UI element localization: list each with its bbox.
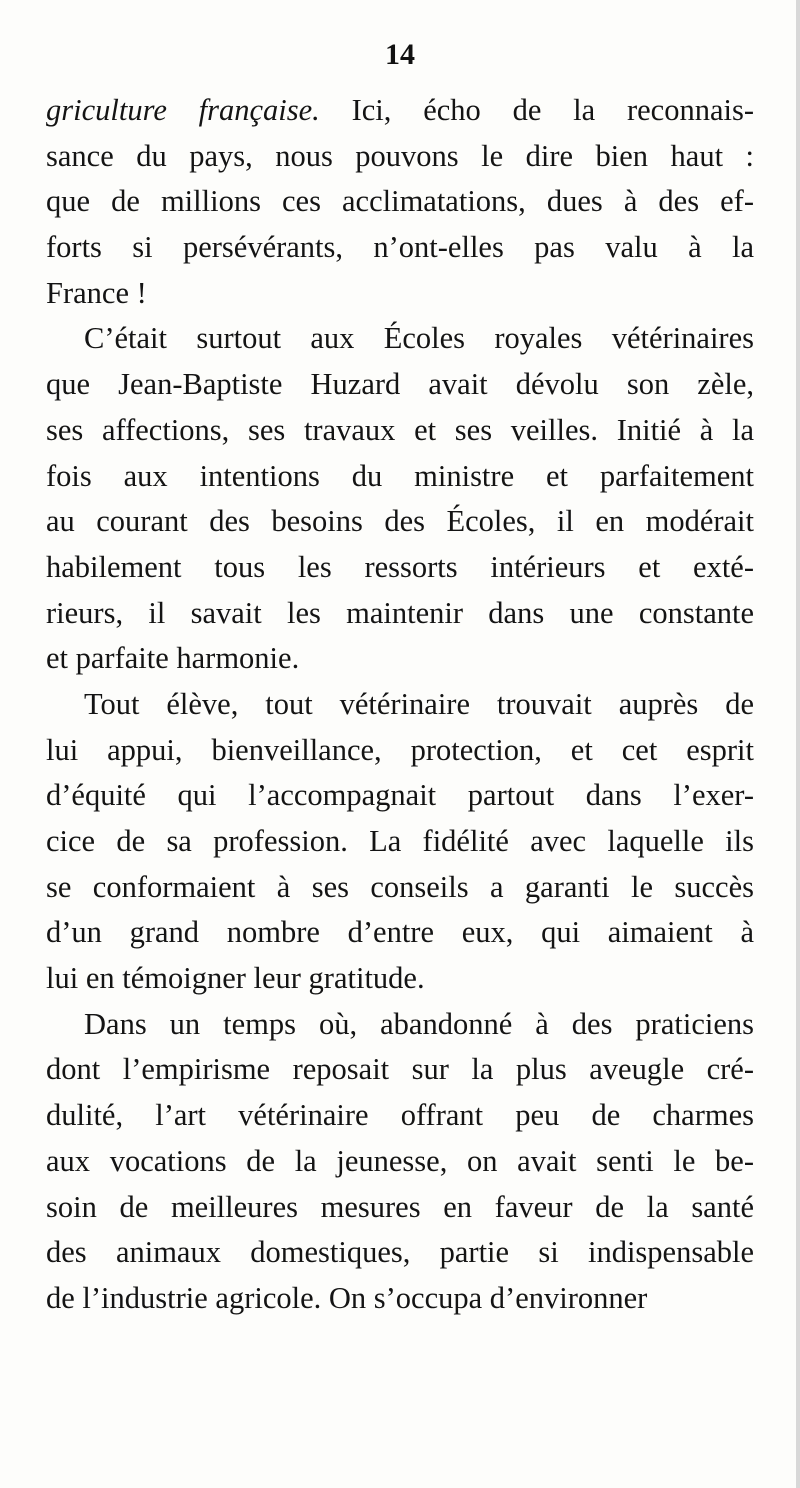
text-line [46, 1276, 754, 1322]
page-number: 14 [385, 38, 415, 71]
line-text: que de millions ces acclimatations, dues à des ef- [46, 184, 754, 219]
text-line [46, 1047, 754, 1093]
line-text: ses affections, ses travaux et ses veilles. Initié à la [46, 412, 754, 447]
text-line [46, 499, 754, 545]
text-line [46, 910, 754, 956]
line-text: que Jean-Baptiste Huzard avait dévolu son zèle, [46, 367, 754, 402]
text-line [46, 271, 754, 317]
line-text: C’était surtout aux Écoles royales vétérinaires [84, 321, 754, 356]
paragraph [46, 1002, 754, 1322]
line-text: et parfaite harmonie. [46, 641, 300, 676]
line-text: Dans un temps où, abandonné à des praticiens [84, 1006, 754, 1041]
line-text: se conformaient à ses conseils a garanti le succès [46, 869, 754, 904]
line-text: Ici, écho de la reconnais- [319, 93, 754, 127]
line-text: fois aux intentions du ministre et parfaitement [46, 458, 754, 493]
text-line [46, 179, 754, 225]
line-text: sance du pays, nous pouvons le dire bien haut : [46, 138, 754, 173]
paragraph [46, 682, 754, 1002]
line-text: d’équité qui l’accompagnait partout dans l’exer- [46, 778, 754, 813]
line-text: lui appui, bienveillance, protection, et cet esprit [46, 732, 754, 767]
line-text: aux vocations de la jeunesse, on avait senti le be- [46, 1143, 754, 1178]
text-line [46, 1230, 754, 1276]
text-line [46, 316, 754, 362]
text-line [46, 591, 754, 637]
text-line [46, 956, 754, 1002]
line-text: dulité, l’art vétérinaire offrant peu de charmes [46, 1098, 754, 1133]
body-text [46, 88, 754, 1322]
line-text: lui en témoigner leur gratitude. [46, 961, 425, 996]
line-text: France ! [46, 275, 147, 310]
line-text: cice de sa profession. La fidélité avec laquelle ils [46, 824, 754, 858]
line-text: d’un grand nombre d’entre eux, qui aimaient à [46, 915, 754, 950]
text-line [46, 88, 754, 134]
text-line [46, 408, 754, 454]
text-line [46, 225, 754, 271]
paragraph [46, 88, 754, 316]
text-line [46, 773, 754, 819]
paragraph [46, 316, 754, 682]
text-line [46, 1093, 754, 1139]
line-text: des animaux domestiques, partie si indispensable [46, 1235, 754, 1270]
text-line [46, 1002, 754, 1048]
text-line [46, 362, 754, 408]
text-line [46, 682, 754, 728]
line-text: rieurs, il savait les maintenir dans une constante [46, 595, 754, 630]
line-text: dont l’empirisme reposait sur la plus aveugle cré- [46, 1052, 754, 1087]
text-line [46, 636, 754, 682]
line-text: de l’industrie agricole. On s’occupa d’environner [46, 1280, 648, 1315]
text-line [46, 819, 754, 865]
text-line [46, 1185, 754, 1231]
line-text: au courant des besoins des Écoles, il en modérait [46, 504, 754, 539]
page-edge [796, 0, 800, 1488]
text-line [46, 134, 754, 180]
text-line [46, 865, 754, 911]
text-line [46, 454, 754, 500]
text-line [46, 545, 754, 591]
text-line [46, 728, 754, 774]
italic-text: griculture française. [46, 93, 320, 127]
line-text: habilement tous les ressorts intérieurs et exté- [46, 549, 754, 584]
line-text: soin de meilleures mesures en faveur de la santé [46, 1189, 754, 1224]
text-line [46, 1139, 754, 1185]
line-text: forts si persévérants, n’ont-elles pas valu à la [46, 230, 754, 265]
line-text: Tout élève, tout vétérinaire trouvait auprès de [84, 686, 754, 721]
